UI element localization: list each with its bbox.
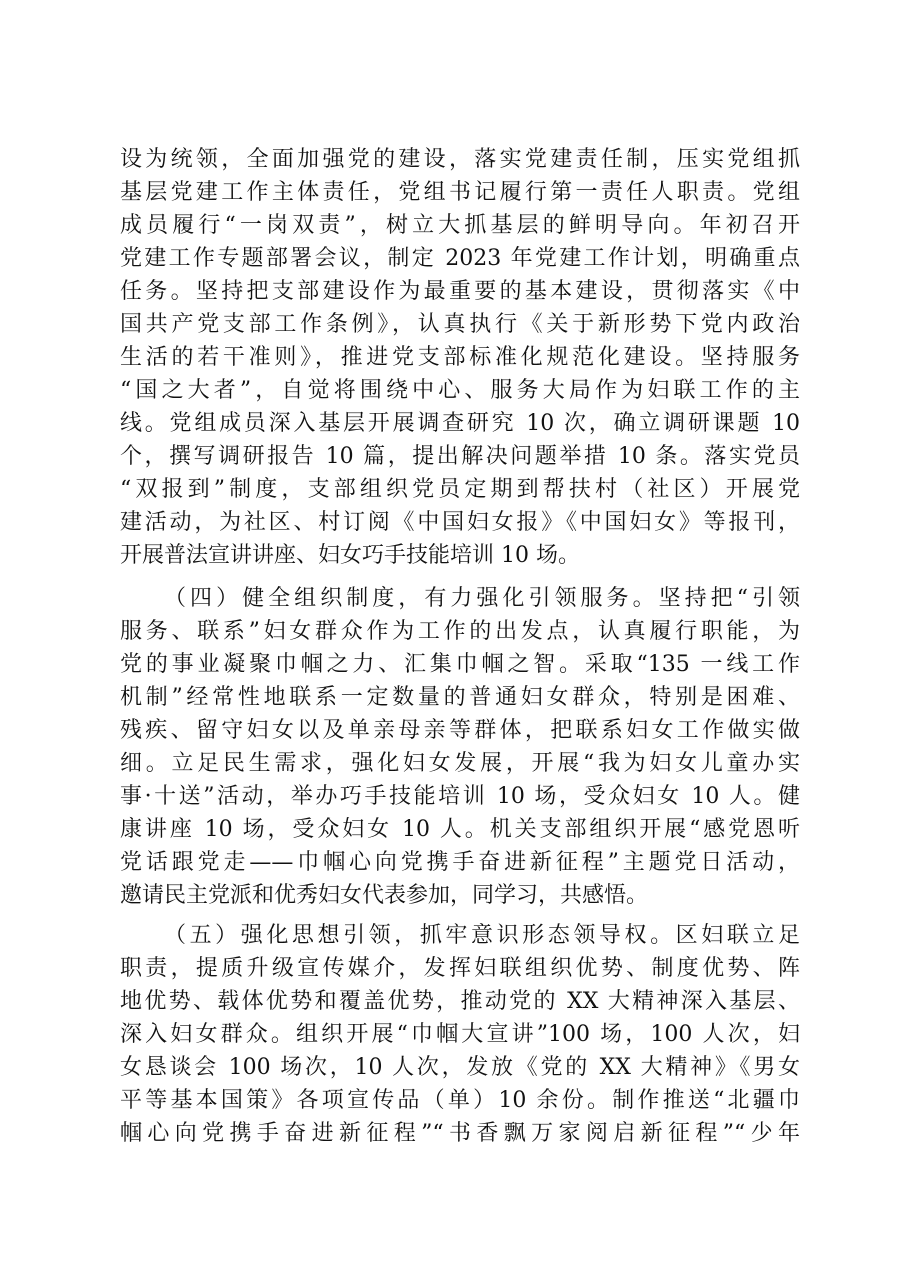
- text-line: 党话跟党走——巾帼心向党携手奋进新征程”主题党日活动，: [120, 850, 800, 875]
- text-line: 职责，提质升级宣传媒介，发挥妇联组织优势、制度优势、阵: [120, 956, 800, 981]
- paragraph-party-building: [120, 143, 800, 572]
- text-line: 帼心向党携手奋进新征程”“书香飘万家阅启新征程”“少年: [120, 1121, 800, 1146]
- text-line: 线。党组成员深入基层开展调查研究 10 次，确立调研课题 10: [120, 411, 800, 436]
- text-line: 事·十送”活动，举办巧手技能培训 10 场，受众妇女 10 人。健: [120, 784, 800, 809]
- text-line: 细。立足民生需求，强化妇女发展，开展“我为妇女儿童办实: [120, 751, 800, 776]
- text-line: 任务。坚持把支部建设作为最重要的基本建设，贯彻落实《中: [120, 279, 800, 304]
- text-line: 生活的若干准则》，推进党支部标准化规范化建设。坚持服务: [120, 345, 800, 370]
- text-line: “双报到”制度，支部组织党员定期到帮扶村（社区）开展党: [120, 477, 800, 502]
- text-line: 开展普法宣讲讲座、妇女巧手技能培训 10 场。: [120, 543, 580, 568]
- text-line: 建活动，为社区、村订阅《中国妇女报》《中国妇女》等报刊，: [120, 510, 800, 535]
- text-line: 地优势、载体优势和覆盖优势，推动党的 XX 大精神深入基层、: [120, 989, 800, 1014]
- text-line: 女恳谈会 100 场次，10 人次，发放《党的 XX 大精神》《男女: [120, 1055, 800, 1080]
- text-line: 设为统领，全面加强党的建设，落实党建责任制，压实党组抓: [120, 147, 800, 172]
- text-line: 邀请民主党派和优秀妇女代表参加，同学习，共感悟。: [120, 883, 649, 908]
- text-line: 国共产党支部工作条例》，认真执行《关于新形势下党内政治: [120, 312, 800, 337]
- paragraph-organization-system: [120, 582, 800, 912]
- text-line: （五）强化思想引领，抓牢意识形态领导权。区妇联立足: [164, 923, 800, 948]
- text-line: 残疾、留守妇女以及单亲母亲等群体，把联系妇女工作做实做: [120, 718, 800, 743]
- text-line: 康讲座 10 场，受众妇女 10 人。机关支部组织开展“感党恩听: [120, 817, 800, 842]
- text-line: 党建工作专题部署会议，制定 2023 年党建工作计划，明确重点: [120, 246, 800, 271]
- text-line: 个，撰写调研报告 10 篇，提出解决问题举措 10 条。落实党员: [120, 444, 800, 469]
- text-line: 党的事业凝聚巾帼之力、汇集巾帼之智。采取“135 一线工作: [120, 652, 800, 677]
- text-line: 机制”经常性地联系一定数量的普通妇女群众，特别是困难、: [120, 685, 800, 710]
- text-line: 基层党建工作主体责任，党组书记履行第一责任人职责。党组: [120, 180, 800, 205]
- text-line: “国之大者”，自觉将围绕中心、服务大局作为妇联工作的主: [120, 378, 800, 403]
- text-line: （四）健全组织制度，有力强化引领服务。坚持把“引领: [164, 586, 800, 611]
- text-line: 服务、联系”妇女群众作为工作的出发点，认真履行职能，为: [120, 619, 800, 644]
- paragraph-ideological-guidance: [120, 919, 800, 1150]
- text-line: 平等基本国策》各项宣传品（单）10 余份。制作推送“北疆巾: [120, 1088, 800, 1113]
- text-line: 深入妇女群众。组织开展“巾帼大宣讲”100 场，100 人次，妇: [120, 1022, 800, 1047]
- text-line: 成员履行“一岗双责”，树立大抓基层的鲜明导向。年初召开: [120, 213, 800, 238]
